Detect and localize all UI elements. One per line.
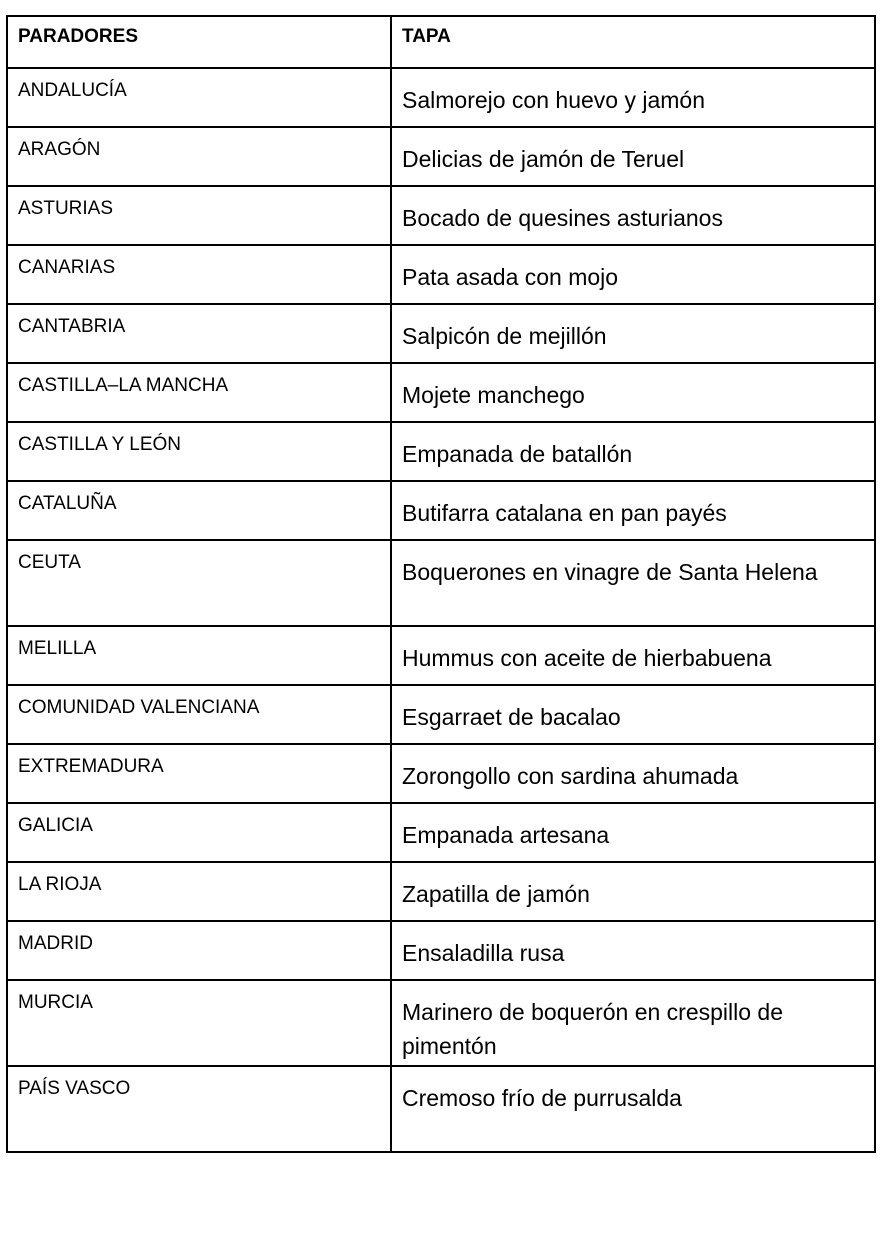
table-row xyxy=(7,481,875,540)
table-row xyxy=(7,626,875,685)
table-row xyxy=(7,68,875,127)
header-tapa: TAPA xyxy=(391,16,875,68)
region-cell: ARAGÓN xyxy=(7,127,391,186)
table-row xyxy=(7,685,875,744)
table-row xyxy=(7,422,875,481)
table-row xyxy=(7,127,875,186)
table-row xyxy=(7,304,875,363)
region-cell: MADRID xyxy=(7,921,391,980)
tapa-cell: Esgarraet de bacalao xyxy=(391,685,875,744)
region-cell: PAÍS VASCO xyxy=(7,1066,391,1152)
tapa-cell: Butifarra catalana en pan payés xyxy=(391,481,875,540)
tapa-cell: Boquerones en vinagre de Santa Helena xyxy=(391,540,875,626)
table-row xyxy=(7,540,875,626)
region-cell: ANDALUCÍA xyxy=(7,68,391,127)
region-cell: GALICIA xyxy=(7,803,391,862)
table-row xyxy=(7,363,875,422)
table-row xyxy=(7,744,875,803)
region-cell: LA RIOJA xyxy=(7,862,391,921)
region-cell: CEUTA xyxy=(7,540,391,626)
table-row xyxy=(7,862,875,921)
region-cell: MELILLA xyxy=(7,626,391,685)
tapa-cell: Salpicón de mejillón xyxy=(391,304,875,363)
region-cell: EXTREMADURA xyxy=(7,744,391,803)
region-cell: ASTURIAS xyxy=(7,186,391,245)
table-row xyxy=(7,921,875,980)
tapa-cell: Mojete manchego xyxy=(391,363,875,422)
header-paradores: PARADORES xyxy=(7,16,391,68)
tapa-cell: Empanada de batallón xyxy=(391,422,875,481)
tapa-cell: Zapatilla de jamón xyxy=(391,862,875,921)
tapa-cell: Marinero de boquerón en crespillo de pimentón xyxy=(391,980,875,1066)
table-row xyxy=(7,803,875,862)
tapa-cell: Hummus con aceite de hierbabuena xyxy=(391,626,875,685)
region-cell: COMUNIDAD VALENCIANA xyxy=(7,685,391,744)
tapa-cell: Zorongollo con sardina ahumada xyxy=(391,744,875,803)
tapa-cell: Bocado de quesines asturianos xyxy=(391,186,875,245)
tapa-cell: Empanada artesana xyxy=(391,803,875,862)
region-cell: CASTILLA–LA MANCHA xyxy=(7,363,391,422)
table-row xyxy=(7,980,875,1066)
tapa-cell: Cremoso frío de purrusalda xyxy=(391,1066,875,1152)
table-row xyxy=(7,1066,875,1152)
region-cell: MURCIA xyxy=(7,980,391,1066)
region-cell: CASTILLA Y LEÓN xyxy=(7,422,391,481)
region-cell: CANARIAS xyxy=(7,245,391,304)
region-cell: CATALUÑA xyxy=(7,481,391,540)
tapa-cell: Delicias de jamón de Teruel xyxy=(391,127,875,186)
table-header-row xyxy=(7,16,875,68)
region-cell: CANTABRIA xyxy=(7,304,391,363)
tapa-cell: Salmorejo con huevo y jamón xyxy=(391,68,875,127)
paradores-tapas-table xyxy=(6,15,876,1153)
tapa-cell: Pata asada con mojo xyxy=(391,245,875,304)
tapa-cell: Ensaladilla rusa xyxy=(391,921,875,980)
table-row xyxy=(7,186,875,245)
table-row xyxy=(7,245,875,304)
